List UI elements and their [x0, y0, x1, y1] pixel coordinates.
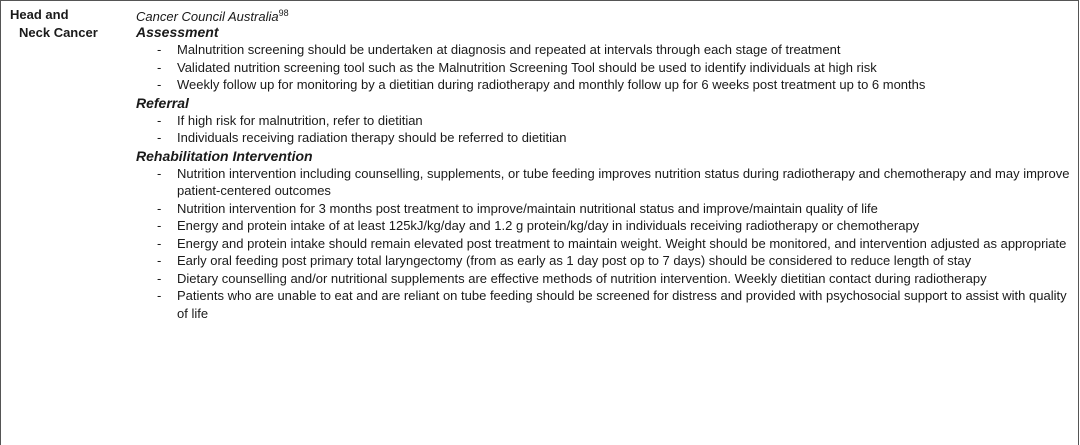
bullet-dash: - [157, 270, 162, 286]
section-rehabilitation-intervention [136, 147, 1071, 323]
source-citation [136, 5, 1071, 23]
section-heading: Assessment [136, 24, 219, 40]
list-item [157, 217, 1071, 235]
list-item-text: Energy and protein intake should remain elevated post treatment to maintain weight. Weight should be monitored, and intervention adjusted as appropriate [177, 235, 1067, 251]
bullet-dash: - [157, 200, 162, 216]
bullet-list [136, 112, 1071, 147]
list-item [157, 235, 1071, 253]
section-heading: Referral [136, 94, 189, 111]
bullet-dash: - [157, 112, 162, 128]
bullet-dash: - [157, 165, 162, 181]
section-assessment [136, 23, 1071, 94]
bullet-list [136, 165, 1071, 323]
bullet-dash: - [157, 59, 162, 75]
row-label-line1: Head and [10, 7, 69, 22]
row-label-cell [10, 6, 128, 42]
list-item-text: Weekly follow up for monitoring by a dietitian during radiotherapy and monthly follow up for 6 weeks post treatment up to 6 months [177, 77, 926, 92]
bullet-list [136, 41, 1071, 94]
section-heading: Rehabilitation Intervention [136, 147, 313, 164]
list-item [157, 270, 1071, 288]
list-item-text: Individuals receiving radiation therapy should be referred to dietitian [177, 130, 567, 145]
source-ref: 98 [278, 8, 289, 18]
list-item [157, 129, 1071, 147]
list-item-text: Early oral feeding post primary total laryngectomy (from as early as 1 day post op to 7 days) should be considered to reduce length of stay [177, 253, 972, 268]
list-item [157, 287, 1071, 322]
bullet-dash: - [157, 77, 162, 92]
list-item [157, 59, 1071, 77]
guideline-content [136, 5, 1071, 322]
list-item-text: Patients who are unable to eat and are reliant on tube feeding should be screened for distress and provided with psychosocial support to assist with quality of life [177, 288, 1067, 321]
list-item-text: If high risk for malnutrition, refer to dietitian [177, 112, 423, 128]
bullet-dash: - [157, 288, 162, 303]
list-item-text: Nutrition intervention for 3 months post treatment to improve/maintain nutritional status and improve/maintain quality of life [177, 200, 878, 216]
bullet-dash: - [157, 130, 162, 145]
list-item [157, 252, 1071, 270]
list-item [157, 41, 1071, 59]
row-label-line2: Neck Cancer [19, 25, 98, 40]
list-item-text: Validated nutrition screening tool such as the Malnutrition Screening Tool should be used to identify individuals at high risk [177, 59, 877, 75]
list-item-text: Dietary counselling and/or nutritional supplements are effective methods of nutrition intervention. Weekly dietitian contact during radiotherapy [177, 270, 987, 286]
list-item [157, 200, 1071, 218]
list-item-text: Energy and protein intake of at least 125kJ/kg/day and 1.2 g protein/kg/day in individuals receiving radiotherapy or chemotherapy [177, 218, 920, 233]
list-item-text: Malnutrition screening should be undertaken at diagnosis and repeated at intervals through each stage of treatment [177, 42, 841, 57]
bullet-dash: - [157, 253, 162, 268]
source-name: Cancer Council Australia [136, 9, 279, 24]
list-item [157, 76, 1071, 94]
section-referral [136, 94, 1071, 147]
list-item-text: Nutrition intervention including counselling, supplements, or tube feeding improves nutrition status during radiotherapy and chemotherapy and may improve patient-centered outcomes [177, 165, 1070, 198]
bullet-dash: - [157, 218, 162, 233]
list-item [157, 165, 1071, 200]
bullet-dash: - [157, 235, 162, 251]
list-item [157, 112, 1071, 130]
bullet-dash: - [157, 42, 162, 57]
